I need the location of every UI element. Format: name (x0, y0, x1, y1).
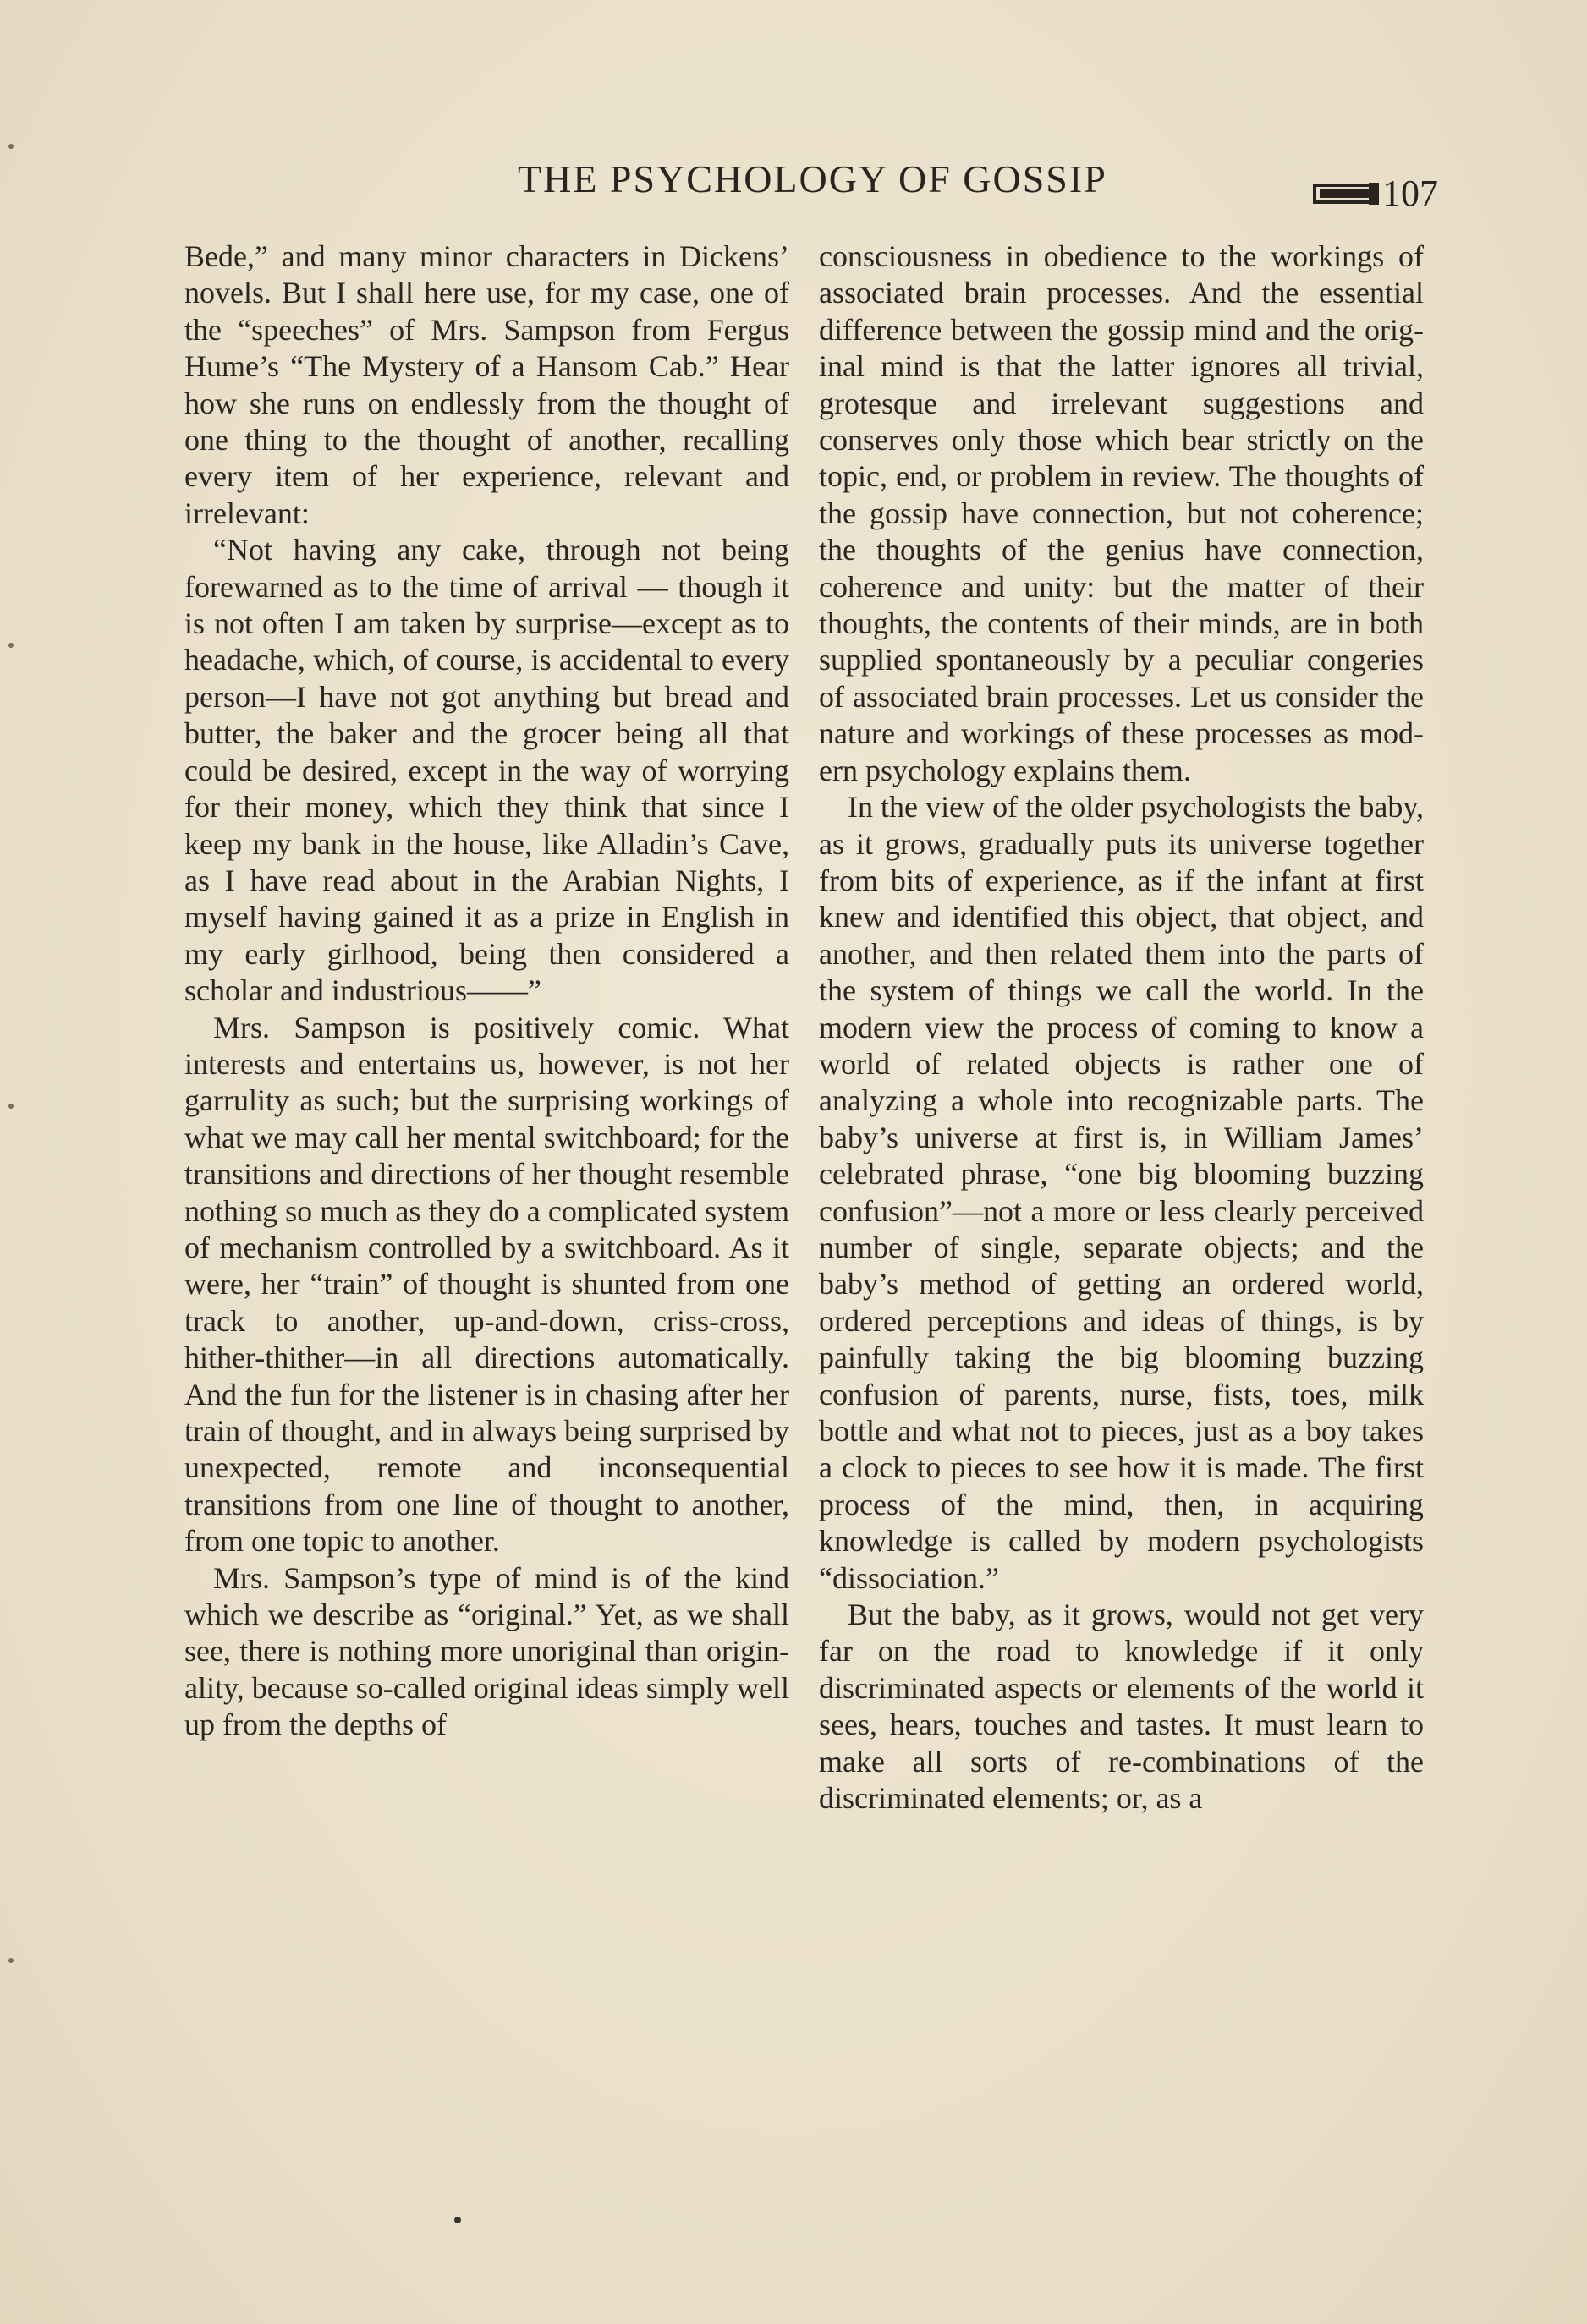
bracket-ornament-icon (1313, 182, 1381, 206)
ink-dot (454, 2217, 461, 2223)
paragraph: But the baby, as it grows, would not get very far on the road to knowledge if it only discriminated aspects or elements of the world it sees, hears, touches and tastes. It must learn to make all sorts of re-combinations of the discriminated elements; or, as a (819, 1598, 1424, 1816)
right-column (819, 238, 1424, 1817)
running-title: THE PSYCHOLOGY OF GOSSIP (518, 157, 1107, 200)
left-column (184, 238, 789, 1744)
edge-mark (8, 643, 14, 648)
paragraph: In the view of the older psychologists the baby, as it grows, gradually puts its universe together from bits of experience, as if the infant at first knew and identified this object, that object, and another, and then related them into the parts of the system of things we call the world. In the modern view the process of coming to know a world of related objects is rather one of analyzing a whole into recognizable parts. The baby’s universe at first is, in William James’ celebrated phrase, “one big blooming buzzing confusion”—not a more or less clearly perceived number of single, separate objects; and the baby’s method of getting an ordered world, ordered perceptions and ideas of things, is by painfully taking the big blooming buzzing confusion of parents, nurse, fists, toes, milk bottle and what not to pieces, just as a boy takes a clock to pieces to see how it is made. The first process of the mind, then, in acquiring knowledge is called by modern psychologists “dissociation.” (819, 790, 1424, 1595)
quotation-paragraph: “Not having any cake, through not being forewarned as to the time of arrival — though it is not often I am taken by surprise—except as to headache, which, of course, is accidental to every person—I have not got anything but bread and butter, the baker and the grocer being all that could be desired, except in the way of worrying for their money, which they think that since I keep my bank in the house, like Alladin’s Cave, as I have read about in the Arabian Nights, I myself having gained it as a prize in English in my early girlhood, being then considered a scholar and industrious——” (184, 533, 789, 1008)
paragraph: Mrs. Sampson’s type of mind is of the kind which we describe as “original.” Yet, as we shall see, there is nothing more unoriginal than originality, because so-called original ideas simply well up from the depths of (184, 1560, 789, 1742)
paragraph: Bede,” and many minor characters in Dickens’ novels. But I shall here use, for my case, one of the “speeches” of Mrs. Sampson from Fergus Hume’s “The Mystery of a Hansom Cab.” Hear how she runs on endlessly from the thought of one thing to the thought of another, recalling every item of her experience, relevant and irrelevant: (184, 239, 789, 530)
running-head (195, 156, 1438, 214)
edge-mark (8, 144, 14, 149)
edge-mark (8, 1104, 14, 1109)
folio-group (1313, 172, 1438, 215)
paragraph: Mrs. Sampson is positively comic. What interests and entertains us, however, is not her garrulity as such; but the surprising workings of what we may call her mental switchboard; for the transitions and directions of her thought resemble nothing so much as they do a complicated system of mechanism controlled by a switchboard. As it were, her “train” of thought is shunted from one track to another, up-and-down, criss-cross, hither-thither—in all directions automatically. And the fun for the listener is in chasing after her train of thought, and in always being surprised by unexpected, remote and inconsequential transitions from one line of thought to another, from one topic to another. (184, 1010, 789, 1559)
paragraph: consciousness in obedience to the workings of associated brain processes. And the essential difference between the gossip mind and the original mind is that the latter ignores all trivial, grotesque and irrelevant suggestions and conserves only those which bear strictly on the topic, end, or problem in review. The thoughts of the gossip have connection, but not coherence; the thoughts of the genius have connection, coherence and unity: but the matter of their thoughts, the contents of their minds, are in both supplied spontaneously by a peculiar congeries of associated brain processes. Let us consider the nature and workings of these processes as modern psychology explains them. (819, 239, 1424, 787)
edge-mark (8, 1958, 14, 1963)
page-number: 107 (1382, 173, 1438, 214)
